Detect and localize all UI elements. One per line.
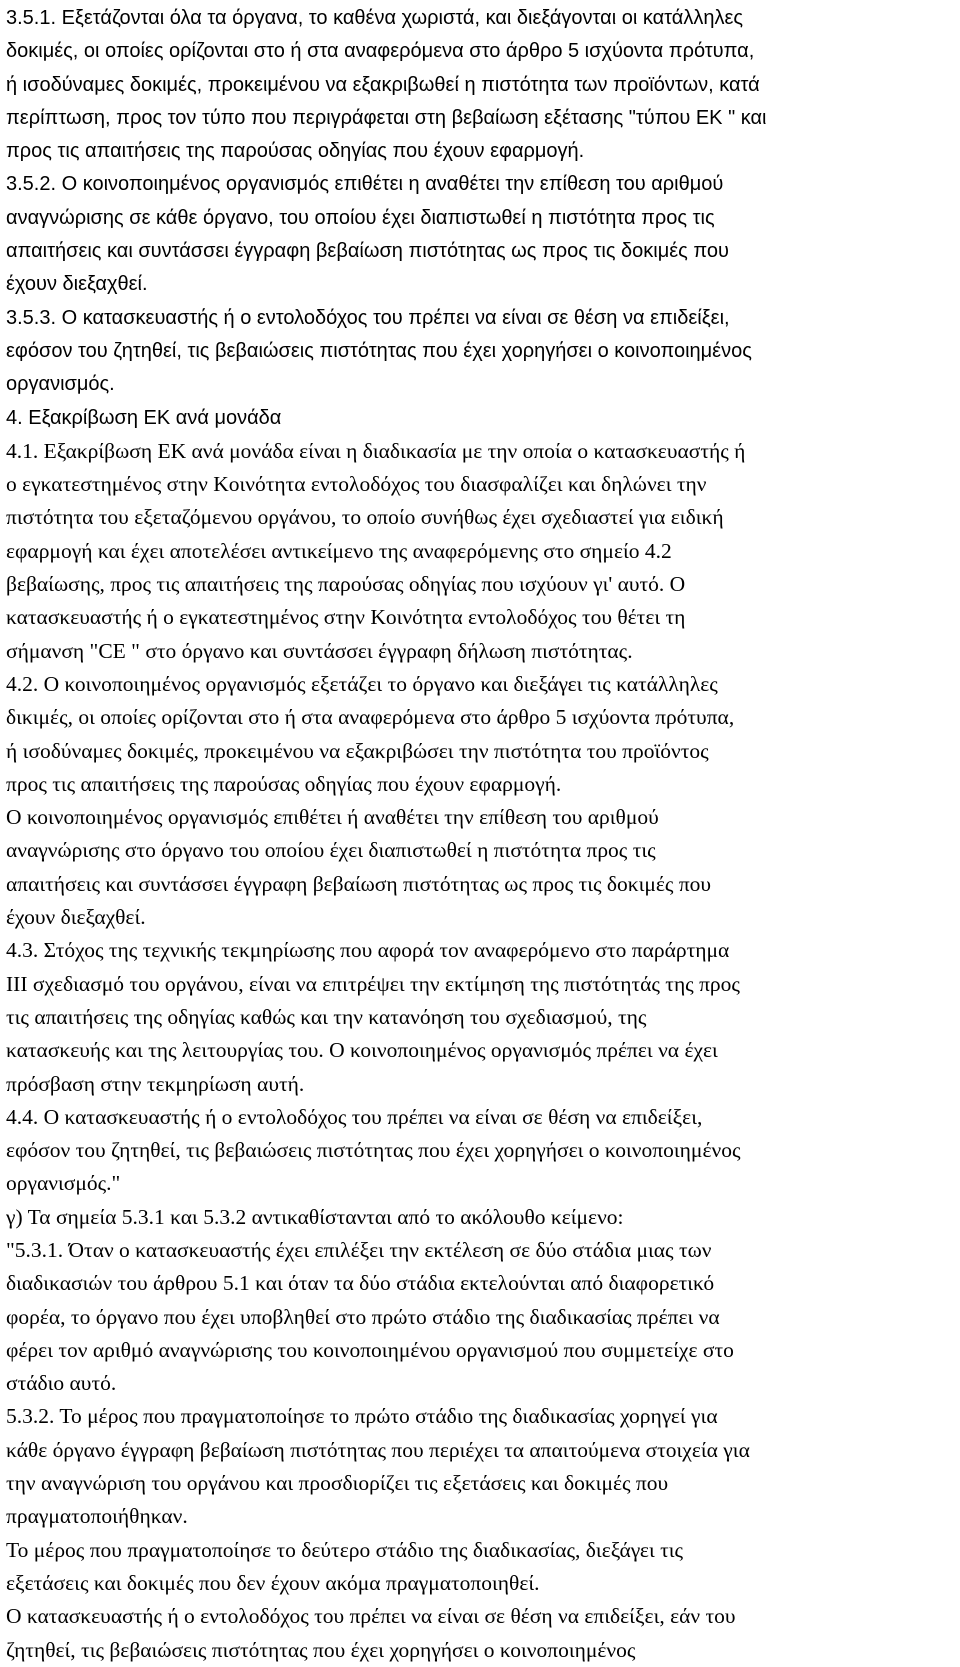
text-line: περίπτωση, προς τον τύπο που περιγράφεται στη βεβαίωση εξέτασης "τύπου ΕΚ " και — [6, 106, 767, 129]
text-line: αναγνώρισης στο όργανο του οποίου έχει διαπιστωθεί η πιστότητα προς τις — [6, 838, 656, 863]
text-line: εφόσον του ζητηθεί, τις βεβαιώσεις πιστότητας που έχει χορηγήσει ο κοινοποιημένος — [6, 339, 752, 362]
text-line: κάθε όργανο έγγραφη βεβαίωση πιστότητας που περιέχει τα απαιτούμενα στοιχεία για — [6, 1437, 750, 1462]
text-line: πραγματοποιήθηκαν. — [6, 1504, 188, 1529]
text-line: ο εγκατεστημένος στην Κοινότητα εντολοδόχος του διασφαλίζει και δηλώνει την — [6, 472, 707, 497]
text-line: την αναγνώριση του οργάνου και προσδιορίζει τις εξετάσεις και δοκιμές που — [6, 1471, 669, 1496]
text-line: βεβαίωσης, προς τις απαιτήσεις της παρούσας οδηγίας που ισχύουν γι' αυτό. Ο — [6, 572, 686, 597]
text-line: 4.4. Ο κατασκευαστής ή ο εντολοδόχος του πρέπει να είναι σε θέση να επιδείξει, — [6, 1104, 703, 1129]
text-line: γ) Τα σημεία 5.3.1 και 5.3.2 αντικαθίστανται από το ακόλουθο κείμενο: — [6, 1204, 624, 1229]
text-line: κατασκευής και της λειτουργίας του. Ο κοινοποιημένος οργανισμός πρέπει να έχει — [6, 1038, 718, 1063]
text-line: κατασκευαστής ή ο εγκατεστημένος στην Κοινότητα εντολοδόχος του θέτει τη — [6, 605, 686, 630]
text-line: προς τις απαιτήσεις της παρούσας οδηγίας που έχουν εφαρμογή. — [6, 771, 562, 796]
text-line: 4.1. Εξακρίβωση ΕΚ ανά μονάδα είναι η διαδικασία με την οποία ο κατασκευαστής ή — [6, 438, 746, 463]
text-line: πιστότητα του εξεταζόμενου οργάνου, το οποίο συνήθως έχει σχεδιαστεί για ειδική — [6, 505, 724, 530]
text-line: σήμανση "CE " στο όργανο και συντάσσει έγγραφη δήλωση πιστότητας. — [6, 638, 633, 663]
text-line: Ο κατασκευαστής ή ο εντολοδόχος του πρέπει να είναι σε θέση να επιδείξει, εάν του — [6, 1604, 736, 1629]
text-line: διαδικασιών του άρθρου 5.1 και όταν τα δύο στάδια εκτελούνται από διαφορετικό — [6, 1271, 715, 1296]
text-line: Ο κοινοποιημένος οργανισμός επιθέτει ή αναθέτει την επίθεση του αριθμού — [6, 805, 659, 830]
text-line: εξετάσεις και δοκιμές που δεν έχουν ακόμα πραγματοποιηθεί. — [6, 1570, 540, 1595]
text-line: οργανισμός. — [6, 373, 115, 396]
text-line: 5.3.2. Το μέρος που πραγματοποίησε το πρώτο στάδιο της διαδικασίας χορηγεί για — [6, 1404, 718, 1429]
text-line: 3.5.3. Ο κατασκευαστής ή ο εντολοδόχος του πρέπει να είναι σε θέση να επιδείξει, — [6, 306, 730, 329]
text-line: οργανισμός." — [6, 1171, 121, 1196]
text-line: στάδιο αυτό. — [6, 1371, 117, 1396]
text-line: εφαρμογή και έχει αποτελέσει αντικείμενο της αναφερόμενης στο σημείο 4.2 — [6, 538, 672, 563]
text-line: φέρει τον αριθμό αναγνώρισης του κοινοποιημένου οργανισμού που συμμετείχε στο — [6, 1337, 734, 1362]
text-line: ζητηθεί, τις βεβαιώσεις πιστότητας που έχει χορηγήσει ο κοινοποιημένος — [6, 1637, 636, 1662]
text-line: δοκιμές, οι οποίες ορίζονται στο ή στα αναφερόμενα στο άρθρο 5 ισχύοντα πρότυπα, — [6, 40, 755, 63]
text-line: έχουν διεξαχθεί. — [6, 273, 148, 296]
text-line: 4.2. Ο κοινοποιημένος οργανισμός εξετάζει το όργανο και διεξάγει τις κατάλληλες — [6, 671, 718, 696]
text-line: τις απαιτήσεις της οδηγίας καθώς και την κατανόηση του σχεδιασμού, της — [6, 1004, 647, 1029]
text-line: πρόσβαση στην τεκμηρίωση αυτή. — [6, 1071, 305, 1096]
text-line: δικιμές, οι οποίες ορίζονται στο ή στα αναφερόμενα στο άρθρο 5 ισχύοντα πρότυπα, — [6, 705, 735, 730]
text-line: ΙΙΙ σχεδιασμό του οργάνου, είναι να επιτρέψει την εκτίμηση της πιστότητάς της προς — [6, 971, 740, 996]
text-line: 4. Εξακρίβωση ΕΚ ανά μονάδα — [6, 406, 282, 429]
text-line: ή ισοδύναμες δοκιμές, προκειμένου να εξακριβωθεί η πιστότητα των προϊόντων, κατά — [6, 73, 760, 96]
text-line: εφόσον του ζητηθεί, τις βεβαιώσεις πιστότητας που έχει χορηγήσει ο κοινοποιημένος — [6, 1138, 741, 1163]
text-line: Το μέρος που πραγματοποίησε το δεύτερο στάδιο της διαδικασίας, διεξάγει τις — [6, 1537, 684, 1562]
text-line: "5.3.1. Όταν ο κατασκευαστής έχει επιλέξει την εκτέλεση σε δύο στάδια μιας των — [6, 1237, 712, 1262]
text-line: απαιτήσεις και συντάσσει έγγραφη βεβαίωση πιστότητας ως προς τις δοκιμές που — [6, 871, 712, 896]
text-line: αναγνώρισης σε κάθε όργανο, του οποίου έχει διαπιστωθεί η πιστότητα προς τις — [6, 206, 715, 229]
text-line: έχουν διεξαχθεί. — [6, 905, 146, 930]
text-line: 3.5.1. Εξετάζονται όλα τα όργανα, το καθένα χωριστά, και διεξάγονται οι κατάλληλες — [6, 7, 744, 29]
text-line: 4.3. Στόχος της τεχνικής τεκμηρίωσης που αφορά τον αναφερόμενο στο παράρτημα — [6, 938, 730, 963]
text-line: ή ισοδύναμες δοκιμές, προκειμένου να εξακριβώσει την πιστότητα του προϊόντος — [6, 738, 709, 763]
text-line: προς τις απαιτήσεις της παρούσας οδηγίας που έχουν εφαρμογή. — [6, 140, 585, 163]
text-line: απαιτήσεις και συντάσσει έγγραφη βεβαίωση πιστότητας ως προς τις δοκιμές που — [6, 240, 729, 263]
text-line: 3.5.2. Ο κοινοποιημένος οργανισμός επιθέτει η αναθέτει την επίθεση του αριθμού — [6, 173, 724, 196]
text-line: φορέα, το όργανο που έχει υποβληθεί στο πρώτο στάδιο της διαδικασίας πρέπει να — [6, 1304, 720, 1329]
